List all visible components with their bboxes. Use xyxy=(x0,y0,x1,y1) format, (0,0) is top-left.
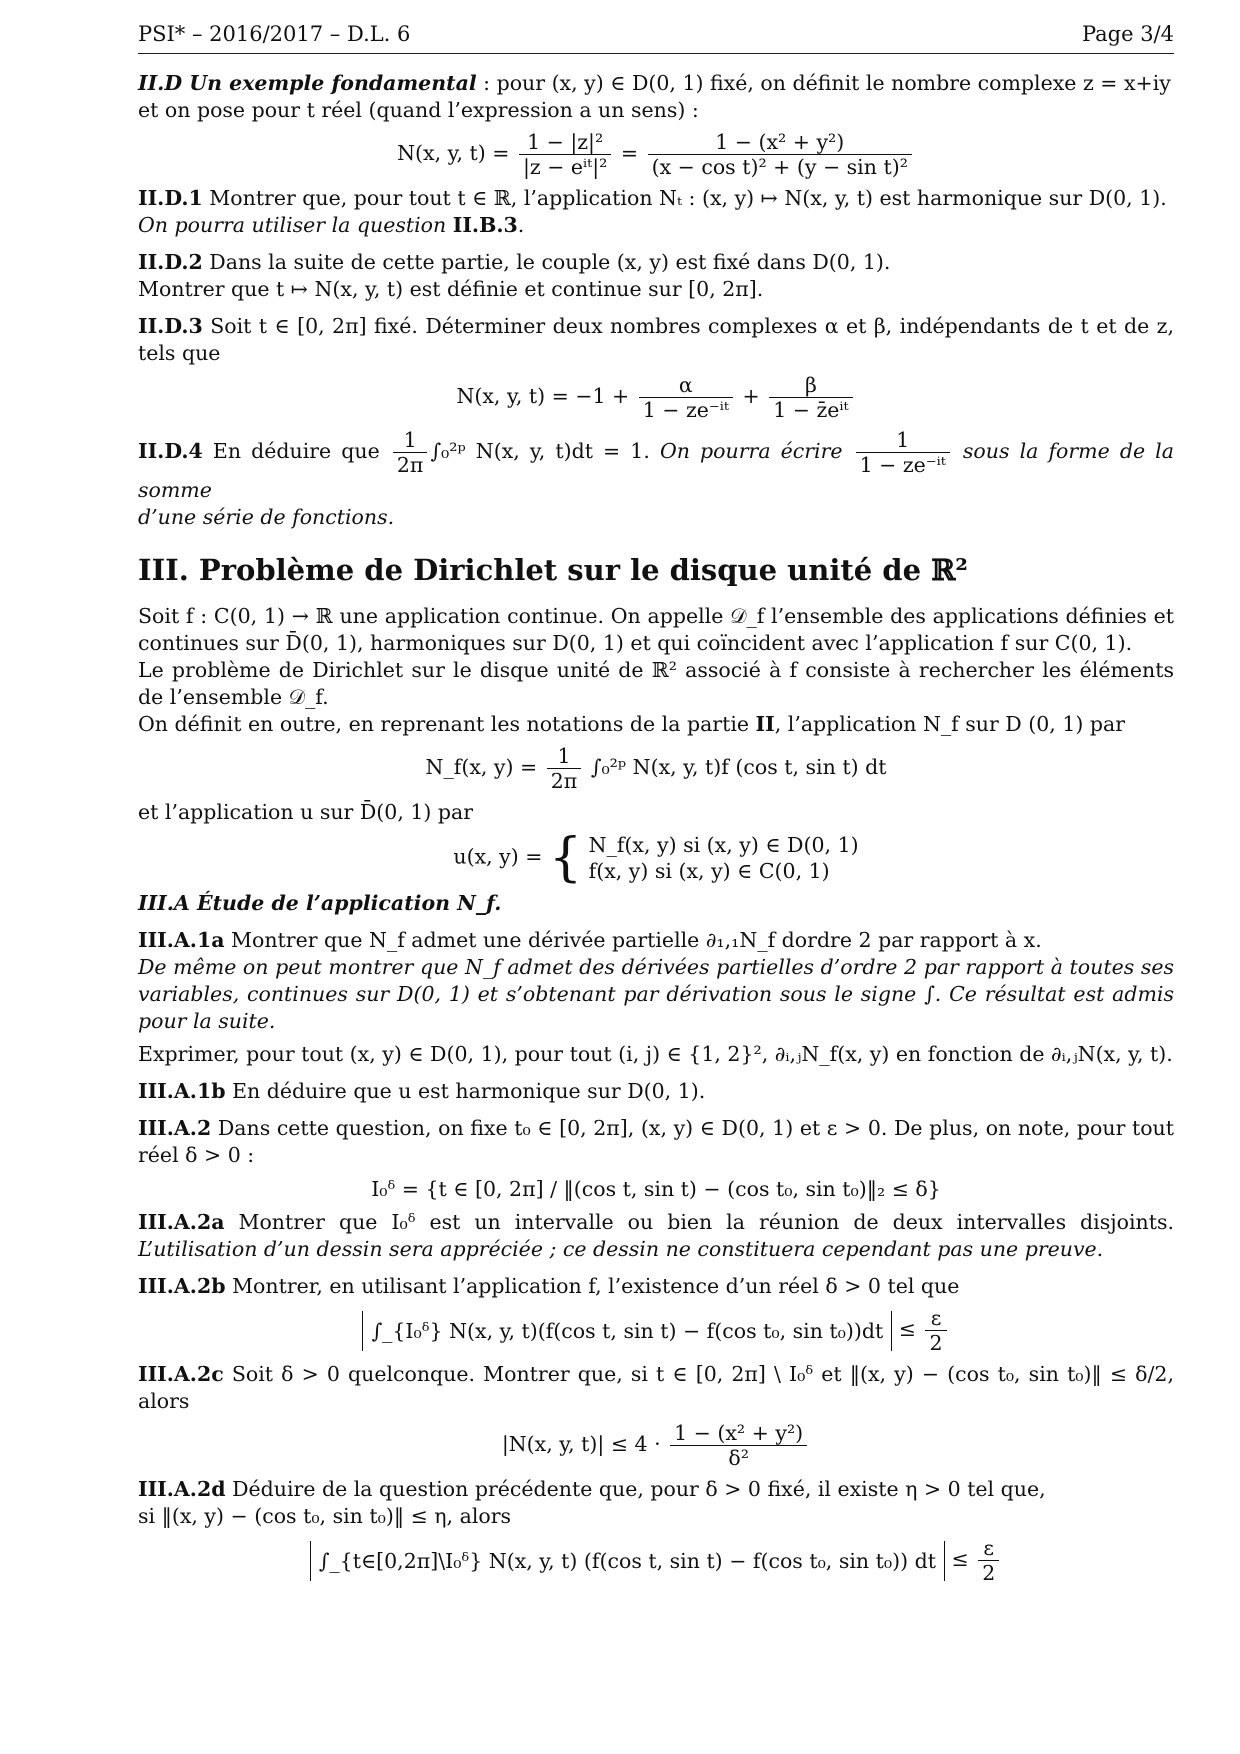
question-text: Soit δ > 0 quelconque. Montrer que, si t ∈ [0, 2π] \ I₀ᵟ et ‖(x, y) − (cos t₀, sin t₀)‖ ≤ δ/2, alors xyxy=(138,1362,1174,1413)
question-IIIA2c xyxy=(138,1361,1174,1415)
question-text: Montrer que N_f admet une dérivée partielle ∂₁,₁N_f dordre 2 par rapport à x. xyxy=(224,928,1042,952)
equation-I0delta: I₀ᵟ = {t ∈ [0, 2π] / ‖(cos t, sin t) − (cos t₀, sin t₀)‖₂ ≤ δ} xyxy=(371,1177,941,1201)
equation-A2d xyxy=(138,1536,1174,1585)
integrand: N(x, y, t)dt = 1. xyxy=(475,439,650,463)
fraction xyxy=(648,130,912,179)
question-label: II.D.2 xyxy=(138,250,203,274)
fraction xyxy=(856,428,950,477)
denominator: 2 xyxy=(929,1331,943,1355)
paragraph-2: Le problème de Dirichlet sur le disque unité de ℝ² associé à f consiste à rechercher les éléments de l’ensemble 𝒟_f. xyxy=(138,658,1174,709)
question-text: Déduire de la question précédente que, pour δ > 0 fixé, il existe η > 0 tel que, xyxy=(225,1477,1046,1501)
question-label: III.A.2d xyxy=(138,1477,226,1501)
numerator: β xyxy=(769,373,852,398)
question-IIIA2d xyxy=(138,1476,1174,1503)
question-text: Dans cette question, on fixe t₀ ∈ [0, 2π], (x, y) ∈ D(0, 1) et ε > 0. De plus, on note, pour tout réel δ > 0 : xyxy=(138,1116,1174,1167)
page-header xyxy=(138,22,1174,52)
question-label: III.A.1a xyxy=(138,928,225,952)
question-IIIA2a xyxy=(138,1209,1174,1263)
denominator: (x − cos t)² + (y − sin t)² xyxy=(651,155,908,179)
subsection-IIIA-title: III.A Étude de l’application N_f. xyxy=(138,891,502,915)
question-IIIA1a-line2: Exprimer, pour tout (x, y) ∈ D(0, 1), pour tout (i, j) ∈ {1, 2}², ∂ᵢ,ⱼN_f(x, y) en fonction de ∂ᵢ,ⱼN(x, y, t). xyxy=(138,1042,1173,1066)
header-right: Page 3/4 xyxy=(1081,22,1174,46)
question-text: En déduire que xyxy=(202,439,380,463)
question-text: En déduire que u est harmonique sur D(0, 1). xyxy=(225,1079,706,1103)
numerator: 1 xyxy=(856,428,950,453)
eq-lhs: u(x, y) = xyxy=(453,844,543,869)
fraction xyxy=(547,744,582,793)
question-IIIA1a xyxy=(138,927,1174,954)
integrand: N(x, y, t)f (cos t, sin t) dt xyxy=(632,755,887,779)
section-IID-intro xyxy=(138,70,1174,97)
question-text: Montrer, en utilisant l’application f, l’existence d’un réel δ > 0 tel que xyxy=(225,1274,960,1298)
equation-A2c xyxy=(138,1421,1174,1470)
eq-lhs: N(x, y, t) = xyxy=(397,141,510,165)
equation-Nf xyxy=(138,744,1174,793)
equals: = xyxy=(620,141,639,165)
question-IID1 xyxy=(138,185,1174,212)
question-IIIA2b xyxy=(138,1273,1174,1300)
paragraph-1: Soit f : C(0, 1) → ℝ une application continue. On appelle 𝒟_f l’ensemble des applications définies et continues sur D̄(0, 1), harmoniques sur D(0, 1) et qui coïncident avec l’application f sur C(0, 1). xyxy=(138,604,1174,655)
text: , l’application N_f sur D (0, 1) par xyxy=(774,712,1126,736)
question-IID3 xyxy=(138,313,1174,367)
plus: + xyxy=(742,384,760,408)
intro-line-1: : pour (x, y) ∈ D(0, 1) fixé, on définit le nombre complexe z = x+iy xyxy=(476,71,1171,95)
abs-integral: ∫_{t∈[0,2π]\I₀ᵟ} N(x, y, t) (f(cos t, sin t) − f(cos t₀, sin t₀)) dt xyxy=(310,1541,945,1581)
equation-u xyxy=(138,828,1174,888)
question-IIIA2d-line2: si ‖(x, y) − (cos t₀, sin t₀)‖ ≤ η, alors xyxy=(138,1504,512,1528)
fraction xyxy=(670,1421,807,1470)
numerator: 1 − (x² + y²) xyxy=(648,130,912,155)
eq-lhs: N(x, y, t) = −1 + xyxy=(456,384,630,408)
question-text: Soit t ∈ [0, 2π] fixé. Déterminer deux nombres complexes α et β, indépendants de t et de z, tels que xyxy=(138,314,1174,365)
leq: ≤ xyxy=(898,1317,916,1341)
question-text: Montrer que I₀ᵟ est un intervalle ou bien la réunion de deux intervalles disjoints. xyxy=(224,1210,1174,1234)
eq-lhs: N_f(x, y) = xyxy=(425,755,538,779)
denominator: |z − eⁱᵗ|² xyxy=(522,155,608,179)
hint-text: On pourra utiliser la question xyxy=(138,213,453,237)
question-label: III.A.2b xyxy=(138,1274,226,1298)
numerator: 1 − (x² + y²) xyxy=(670,1421,807,1446)
question-label: II.D.1 xyxy=(138,186,203,210)
question-text: Montrer que, pour tout t ∈ ℝ, l’application Nₜ : (x, y) ↦ N(x, y, t) est harmonique sur D(0, 1). xyxy=(202,186,1167,210)
question-label: III.A.2a xyxy=(138,1210,225,1234)
section-III-heading: III. Problème de Dirichlet sur le disque unité de ℝ² xyxy=(138,553,968,587)
question-label: III.A.2c xyxy=(138,1362,224,1386)
fraction xyxy=(925,1306,946,1355)
fraction-beta xyxy=(769,373,852,422)
denominator: δ² xyxy=(728,1446,749,1470)
question-label: II.D.3 xyxy=(138,314,203,338)
hint-text: sous la forme de la somme xyxy=(138,439,1174,502)
numerator: ε xyxy=(978,1536,999,1561)
numerator: α xyxy=(639,373,733,398)
equation-N xyxy=(138,130,1174,179)
denominator: 1 − ze⁻ⁱᵗ xyxy=(859,453,946,477)
denominator: 2π xyxy=(396,453,424,477)
question-label: III.A.1b xyxy=(138,1079,226,1103)
section-IID-title: II.D Un exemple fondamental xyxy=(138,71,477,95)
fraction xyxy=(978,1536,999,1585)
integral-sign: ∫₀²ᵖ xyxy=(590,755,627,779)
question-remark: L’utilisation d’un dessin sera appréciée ; ce dessin ne constituera cependant pas une preuve. xyxy=(138,1237,1104,1261)
question-IID2 xyxy=(138,249,1174,276)
denominator: 1 − z̄eⁱᵗ xyxy=(773,398,849,422)
leq: ≤ xyxy=(951,1547,969,1571)
question-IID2-line2: Montrer que t ↦ N(x, y, t) est définie et continue sur [0, 2π]. xyxy=(138,277,764,301)
question-IID4-hint-end: d’une série de fonctions. xyxy=(138,505,395,529)
denominator: 1 − ze⁻ⁱᵗ xyxy=(642,398,729,422)
denominator: 2π xyxy=(550,769,578,793)
fraction xyxy=(519,130,611,179)
fraction xyxy=(393,428,428,477)
question-IIIA1b xyxy=(138,1078,1174,1105)
case-2: f(x, y) si (x, y) ∈ C(0, 1) xyxy=(588,859,830,883)
part-ref: II xyxy=(755,712,775,736)
hint-ref: II.B.3 xyxy=(452,213,518,237)
intro-line-2: et on pose pour t réel (quand l’expression a un sens) : xyxy=(138,98,699,122)
page-content xyxy=(138,70,1174,1591)
abs-integral: ∫_{I₀ᵟ} N(x, y, t)(f(cos t, sin t) − f(cos t₀, sin t₀))dt xyxy=(362,1311,892,1351)
numerator: 1 xyxy=(547,744,582,769)
header-left: PSI* – 2016/2017 – D.L. 6 xyxy=(138,22,411,46)
text: On définit en outre, en reprenant les notations de la partie xyxy=(138,712,756,736)
equation-A2b xyxy=(138,1306,1174,1355)
eq-lhs: |N(x, y, t)| ≤ 4 · xyxy=(501,1432,661,1456)
question-label: III.A.2 xyxy=(138,1116,212,1140)
numerator: 1 − |z|² xyxy=(519,130,611,155)
hint-text: On pourra écrire xyxy=(659,439,843,463)
question-label: II.D.4 xyxy=(138,439,203,463)
question-IID4 xyxy=(138,428,1174,504)
brace: { xyxy=(549,828,583,888)
numerator: ε xyxy=(925,1306,946,1331)
question-IID1-hint: On pourra utiliser la question II.B.3. xyxy=(138,213,525,237)
question-IIIA1a-remark: De même on peut montrer que N_f admet des dérivées partielles d’ordre 2 par rapport à toutes ses variables, continues sur D(0, 1) et s’obtenant par dérivation sous le signe ∫. Ce résultat est admis pour la suite. xyxy=(138,955,1174,1033)
integral-sign: ∫₀²ᵖ xyxy=(430,439,466,463)
numerator: 1 xyxy=(393,428,428,453)
paragraph-3 xyxy=(138,711,1174,738)
paragraph-4: et l’application u sur D̄(0, 1) par xyxy=(138,800,474,824)
case-1: N_f(x, y) si (x, y) ∈ D(0, 1) xyxy=(588,833,859,857)
question-text: Dans la suite de cette partie, le couple (x, y) est fixé dans D(0, 1). xyxy=(202,250,891,274)
equation-alpha-beta xyxy=(138,373,1174,422)
fraction-alpha xyxy=(639,373,733,422)
denominator: 2 xyxy=(982,1561,996,1585)
question-IIIA2 xyxy=(138,1115,1174,1169)
header-rule xyxy=(138,53,1174,54)
cases xyxy=(589,832,859,884)
